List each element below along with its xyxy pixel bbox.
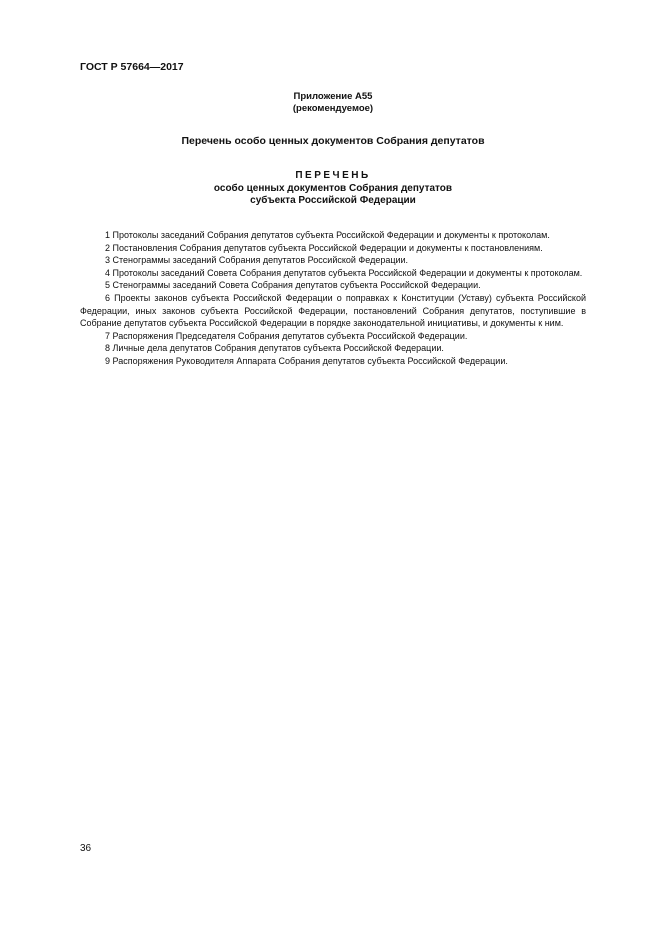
list-item: 6 Проекты законов субъекта Российской Федерации о поправках к Конституции (Уставу) субъекта Российской Федерации, иных законов субъекта Российской Федерации, постановлений Собрания депутатов, поступившие в Собрание депутатов субъекта Российской Федерации в порядке законодательной инициативы, и документы к ним.	[80, 292, 586, 329]
section-title: Перечень особо ценных документов Собрания депутатов	[181, 135, 485, 147]
list-title-line3: субъекта Российской Федерации	[250, 195, 416, 206]
list-item: 9 Распоряжения Руководителя Аппарата Собрания депутатов субъекта Российской Федерации.	[105, 355, 508, 366]
list-title	[80, 170, 586, 208]
page-number: 36	[80, 843, 92, 854]
list-item: 7 Распоряжения Председателя Собрания депутатов субъекта Российской Федерации.	[105, 330, 468, 341]
list-item: 4 Протоколы заседаний Совета Собрания депутатов субъекта Российской Федерации и документы к протоколам.	[105, 267, 583, 278]
document-list	[80, 229, 586, 368]
list-title-word: ПЕРЕЧЕНЬ	[295, 170, 371, 181]
appendix-label: Приложение А55	[293, 91, 373, 102]
list-item: 3 Стенограммы заседаний Собрания депутатов Российской Федерации.	[105, 255, 409, 266]
list-item: 2 Постановления Собрания депутатов субъекта Российской Федерации и документы к постановлениям.	[105, 242, 543, 253]
list-item: 1 Протоколы заседаний Собрания депутатов субъекта Российской Федерации и документы к протоколам.	[105, 230, 550, 240]
standard-header: ГОСТ Р 57664—2017	[80, 61, 184, 73]
list-title-line2: особо ценных документов Собрания депутатов	[213, 182, 453, 194]
appendix-heading	[80, 91, 586, 114]
list-item: 8 Личные дела депутатов Собрания депутатов субъекта Российской Федерации.	[105, 343, 444, 354]
appendix-type: (рекомендуемое)	[292, 102, 374, 114]
list-item: 5 Стенограммы заседаний Совета Собрания депутатов субъекта Российской Федерации.	[105, 280, 481, 291]
